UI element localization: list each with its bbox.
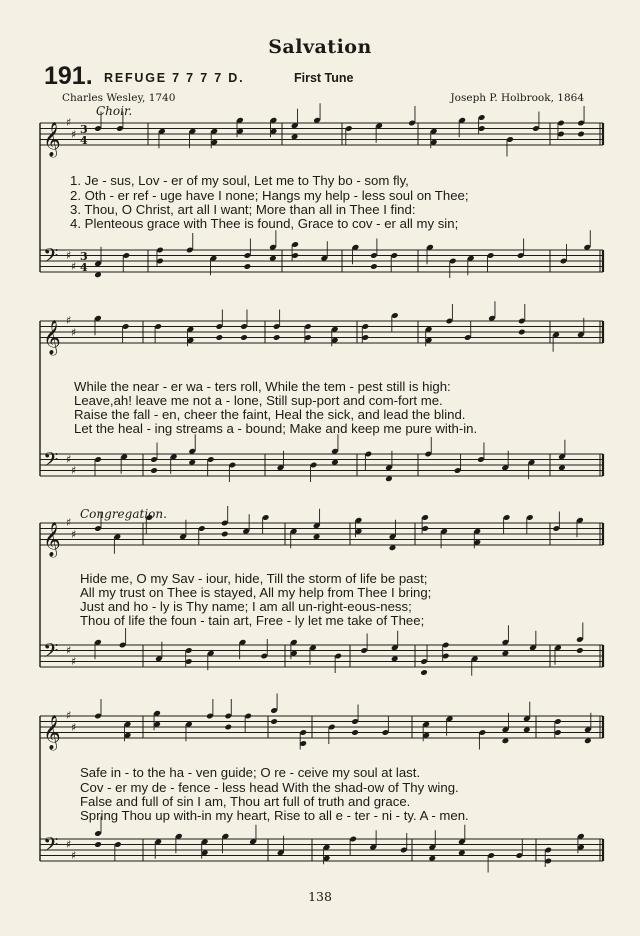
note-head (351, 729, 359, 736)
sharp-icon: ♯ (71, 128, 77, 141)
note-head (244, 263, 252, 270)
note-head (221, 531, 229, 538)
sharp-icon: ♯ (71, 260, 77, 273)
lyric-line: Thou of life the foun - tain art, Free - ly let me take of Thee; (80, 613, 425, 628)
lyric-line: Cov - er my de - fence - less head With the shad-ow of Thy wing. (80, 780, 459, 795)
bass-clef-icon: 𝄢 (43, 639, 59, 667)
tune-note: First Tune (294, 71, 354, 85)
lyric-line: Hide me, O my Sav - iour, hide, Till the storm of life be past; (80, 571, 428, 586)
time-signature: 4 (80, 134, 88, 147)
note-head (150, 467, 158, 474)
note-head (224, 724, 232, 731)
sharp-icon: ♯ (66, 314, 72, 327)
lyric-line: 4. Plenteous grace with Thee is found, Grace to cov - er all my sin; (70, 216, 459, 231)
note-head (576, 647, 584, 654)
lyric-line: 2. Oth - er ref - uge have I none; Hangs my help - less soul on Thee; (70, 188, 469, 203)
lyric-line: 1. Je - sus, Lov - er of my soul, Let me to Thy bo - som fly, (70, 173, 409, 188)
note-head (518, 329, 526, 336)
treble-clef-icon: 𝄞 (43, 522, 61, 557)
treble-clef-icon: 𝄞 (43, 320, 61, 355)
congregation-label: Congregation. (80, 507, 167, 521)
tune-name: REFUGE 7 7 7 7 D. (104, 71, 245, 85)
note-head (270, 718, 278, 725)
sharp-icon: ♯ (71, 849, 77, 862)
lyric-line: 3. Thou, O Christ, art all I want; More than all in Thee I find: (70, 202, 416, 217)
sharp-icon: ♯ (71, 528, 77, 541)
section-title: Salvation (268, 36, 372, 58)
sharp-icon: ♯ (66, 453, 72, 466)
sharp-icon: ♯ (66, 249, 72, 262)
time-signature: 3 (80, 123, 88, 136)
composer-credit: Joseph P. Holbrook, 1864 (450, 92, 584, 104)
sharp-icon: ♯ (71, 721, 77, 734)
sharp-icon: ♯ (66, 644, 72, 657)
lyric-line: Let the heal - ing streams a - bound; Make and keep me pure with-in. (74, 421, 478, 436)
note-head (240, 334, 248, 341)
bass-clef-icon: 𝄢 (43, 244, 59, 272)
note-head (94, 841, 102, 848)
lyric-line: Leave,ah! leave me not a - lone, Still sup-port and com-fort me. (74, 393, 443, 408)
note-head (577, 131, 585, 138)
sharp-icon: ♯ (71, 464, 77, 477)
hymn-number: 191. (44, 62, 93, 90)
lyric-line: All my trust on Thee is stayed, All my help from Thee I bring; (80, 585, 432, 600)
lyric-line: Safe in - to the ha - ven guide; O re - ceive my soul at last. (80, 765, 421, 780)
treble-clef-icon: 𝄞 (43, 122, 61, 157)
time-signature: 3 (80, 250, 88, 263)
lyric-line: Spring Thou up with-in my heart, Rise to all e - ter - ni - ty. A - men. (80, 808, 469, 823)
lyric-line: Raise the fall - en, cheer the faint, Heal the sick, and lead the blind. (74, 407, 466, 422)
bass-clef-icon: 𝄢 (43, 833, 59, 861)
choir-label: Choir. (96, 104, 133, 118)
bass-clef-icon: 𝄢 (43, 448, 59, 476)
note-head (370, 263, 378, 270)
note-head (420, 669, 428, 676)
lyric-line: Just and ho - ly is Thy name; I am all un-right-eous-ness; (80, 599, 412, 614)
note-head (273, 334, 281, 341)
time-signature: 4 (80, 261, 88, 274)
page-number: 138 (308, 889, 332, 904)
sharp-icon: ♯ (66, 709, 72, 722)
sharp-icon: ♯ (71, 326, 77, 339)
sharp-icon: ♯ (66, 516, 72, 529)
treble-clef-icon: 𝄞 (43, 715, 61, 750)
lyric-line: While the near - er wa - ters roll, While the tem - pest still is high: (74, 379, 451, 394)
author-credit: Charles Wesley, 1740 (62, 92, 176, 104)
sharp-icon: ♯ (71, 655, 77, 668)
note-head (216, 334, 224, 341)
sharp-icon: ♯ (66, 838, 72, 851)
lyric-line: False and full of sin I am, Thou art full of truth and grace. (80, 794, 411, 809)
sharp-icon: ♯ (66, 116, 72, 129)
